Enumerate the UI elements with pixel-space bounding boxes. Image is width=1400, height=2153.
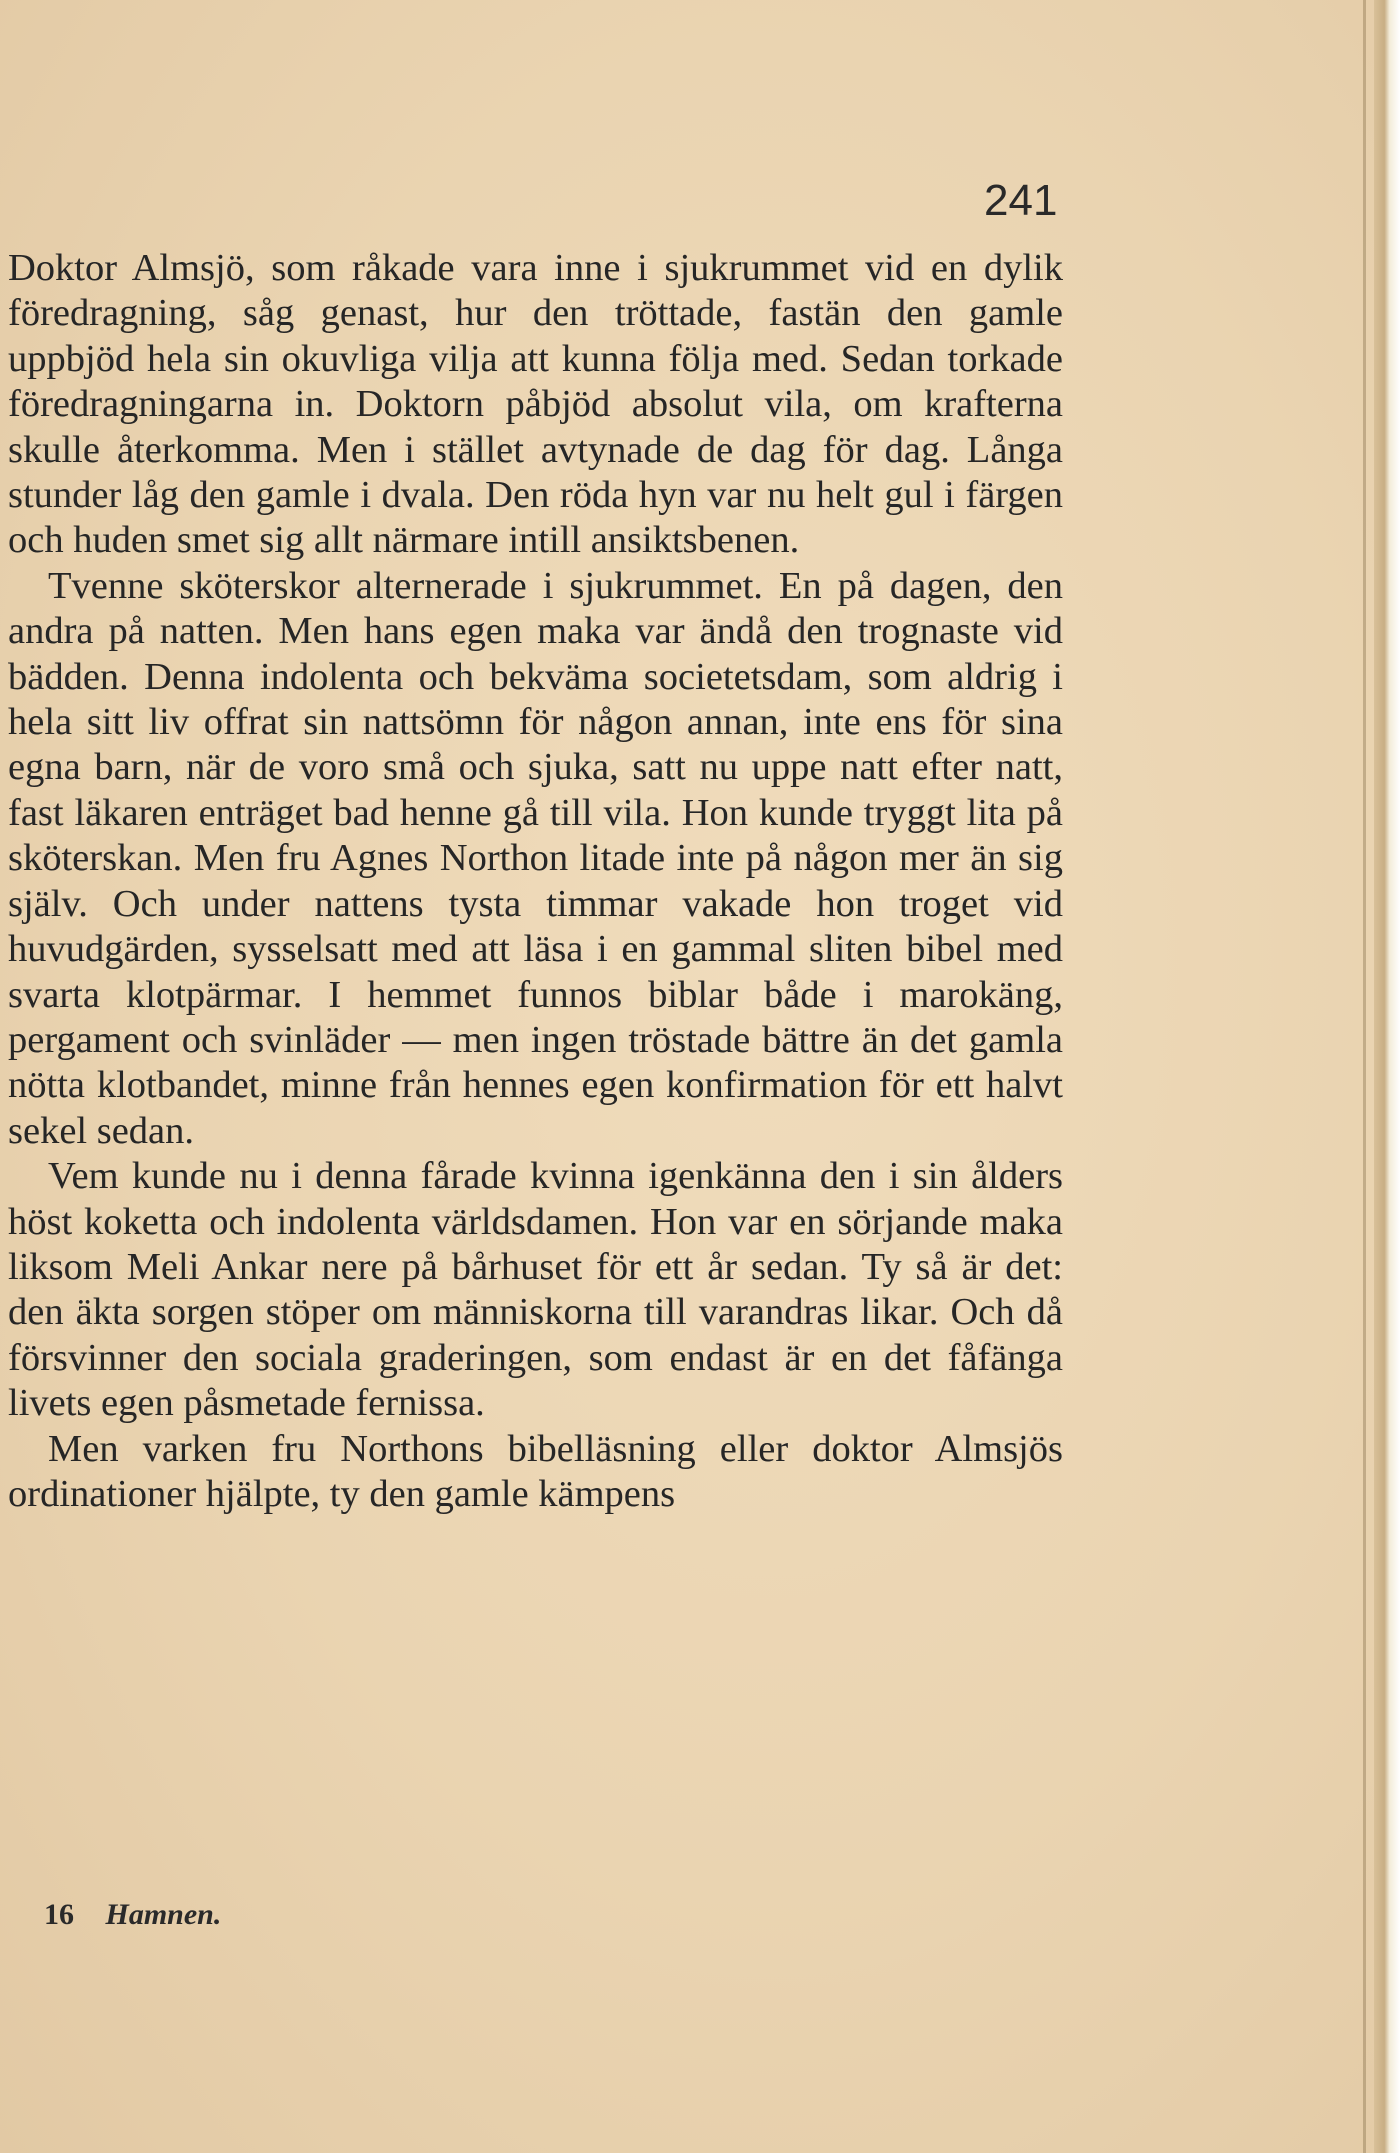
paragraph-4: Men varken fru Northons bibelläsning eller doktor Almsjös ordinationer hjälpte, ty den gamle kämpens <box>8 1427 1063 1515</box>
signature-number: 16 <box>44 1898 74 1931</box>
book-spine-edge <box>1374 0 1400 2153</box>
signature-title: Hamnen. <box>105 1898 222 1931</box>
page-edge-line <box>1363 0 1366 2153</box>
printer-signature <box>44 1898 221 1932</box>
paragraph-3: Vem kunde nu i denna fårade kvinna igenkänna den i sin ålders höst koketta och indolenta världsdamen. Hon var en sörjande maka liksom Meli Ankar nere på bårhuset för ett år sedan. Ty så är det: den äkta sorgen stöper om människorna till varandras likar. Och då försvinner den sociala graderingen, som endast är en det fåfänga livets egen påsmetade fernissa. <box>8 1155 1063 1425</box>
paragraph-2: Tvenne sköterskor alternerade i sjukrummet. En på dagen, den andra på natten. Men hans egen maka var ändå den trognaste vid bädden. Denna indolenta och bekväma societetsdam, som aldrig i hela sitt liv offrat sin nattsömn för någon annan, inte ens för sina egna barn, när de voro små och sjuka, satt nu uppe natt efter natt, fast läkaren enträget bad henne gå till vila. Hon kunde tryggt lita på sköterskan. Men fru Agnes Northon litade inte på någon mer än sig själv. Och under nattens tysta timmar vakade hon troget vid huvudgärden, sysselsatt med att läsa i en gammal sliten bibel med svarta klotpärmar. I hemmet funnos biblar både i marokäng, pergament och svinläder — men ingen tröstade bättre än det gamla nötta klotbandet, minne från hennes egen konfirmation för ett halvt sekel sedan. <box>8 564 1063 1152</box>
body-text <box>8 246 1063 1517</box>
paragraph-1: Doktor Almsjö, som råkade vara inne i sjukrummet vid en dylik föredragning, såg genast, hur den tröttade, fastän den gamle uppbjöd hela sin okuvliga vilja att kunna följa med. Sedan torkade föredragningarna in. Doktorn påbjöd absolut vila, om krafterna skulle återkomma. Men i stället avtynade de dag för dag. Långa stunder låg den gamle i dvala. Den röda hyn var nu helt gul i färgen och huden smet sig allt närmare intill ansiktsbenen. <box>8 247 1063 562</box>
page-number: 241 <box>984 176 1058 225</box>
